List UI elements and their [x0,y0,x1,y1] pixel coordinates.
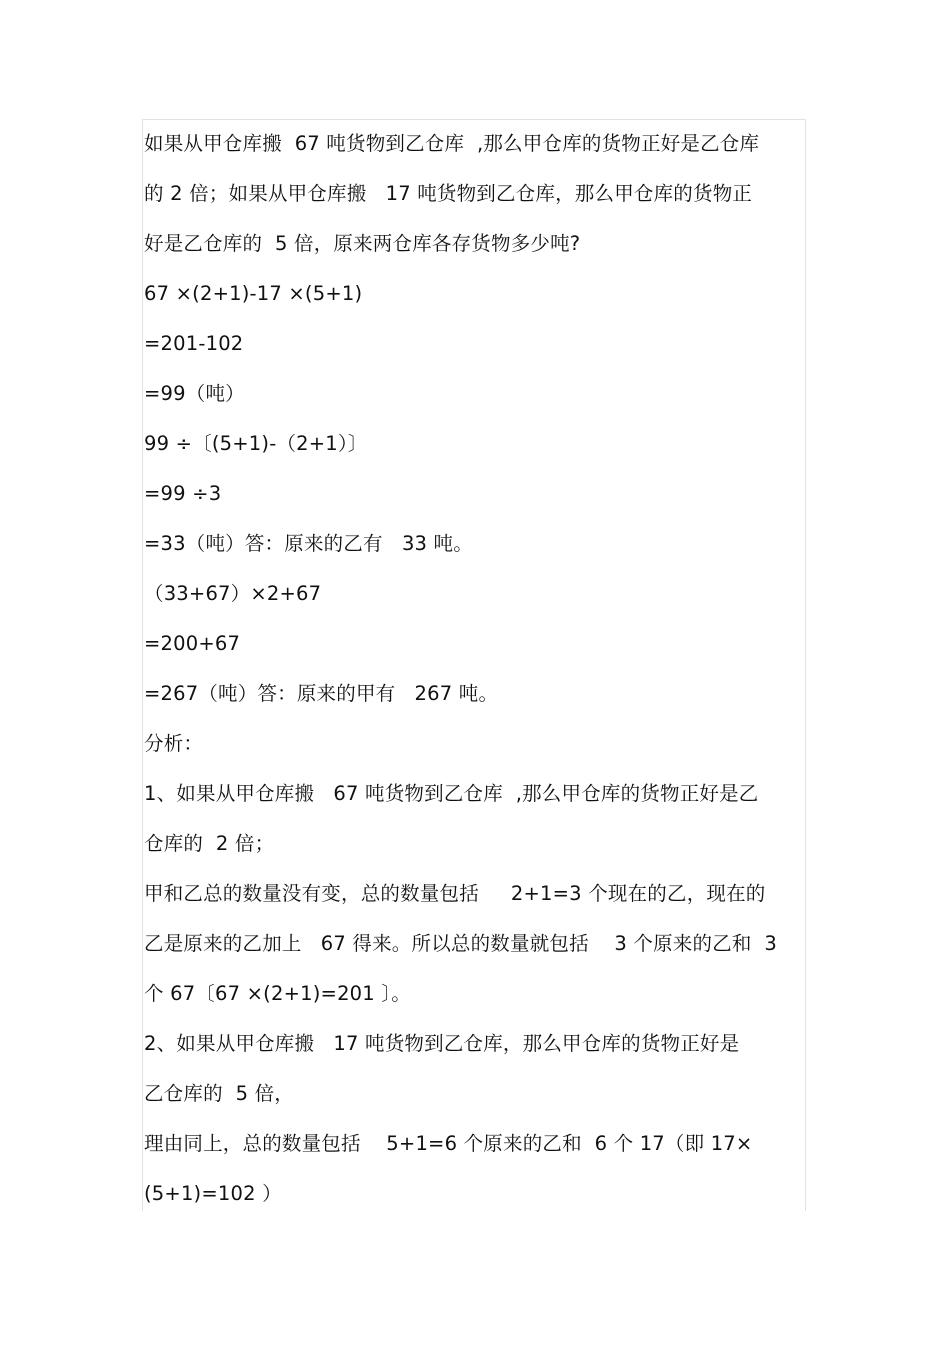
line-3: 好是乙仓库的 5 倍，原来两仓库各存货物多少吨? [144,232,581,255]
line-10: （33+67）×2+67 [144,582,322,605]
line-21: 理由同上，总的数量包括 5+1=6 个原来的乙和 6 个 17（即 17× [144,1132,753,1155]
line-13: 分析： [144,732,204,755]
line-4: 67 ×(2+1)-17 ×(5+1) [144,282,363,305]
line-18: 个 67〔67 ×(2+1)=201 〕。 [144,982,411,1005]
document-body [144,122,804,1222]
line-7: 99 ÷〔(5+1)-（2+1）〕 [144,432,368,455]
line-16: 甲和乙总的数量没有变，总的数量包括 2+1=3 个现在的乙，现在的 [144,882,766,905]
line-12: =267（吨）答：原来的甲有 267 吨。 [144,682,499,705]
line-9: =33（吨）答：原来的乙有 33 吨。 [144,532,473,555]
line-22: (5+1)=102 ） [144,1182,282,1205]
line-14: 1、如果从甲仓库搬 67 吨货物到乙仓库 ,那么甲仓库的货物正好是乙 [144,782,759,805]
line-20: 乙仓库的 5 倍， [144,1082,295,1105]
line-15: 仓库的 2 倍； [144,832,275,855]
line-1: 如果从甲仓库搬 67 吨货物到乙仓库 ,那么甲仓库的货物正好是乙仓库 [144,132,760,155]
line-6: =99（吨） [144,382,245,405]
line-11: =200+67 [144,632,241,655]
line-17: 乙是原来的乙加上 67 得来。所以总的数量就包括 3 个原来的乙和 3 [144,932,778,955]
line-2: 的 2 倍；如果从甲仓库搬 17 吨货物到乙仓库，那么甲仓库的货物正 [144,182,753,205]
line-19: 2、如果从甲仓库搬 17 吨货物到乙仓库，那么甲仓库的货物正好是 [144,1032,740,1055]
line-5: =201-102 [144,332,244,355]
line-8: =99 ÷3 [144,482,222,505]
